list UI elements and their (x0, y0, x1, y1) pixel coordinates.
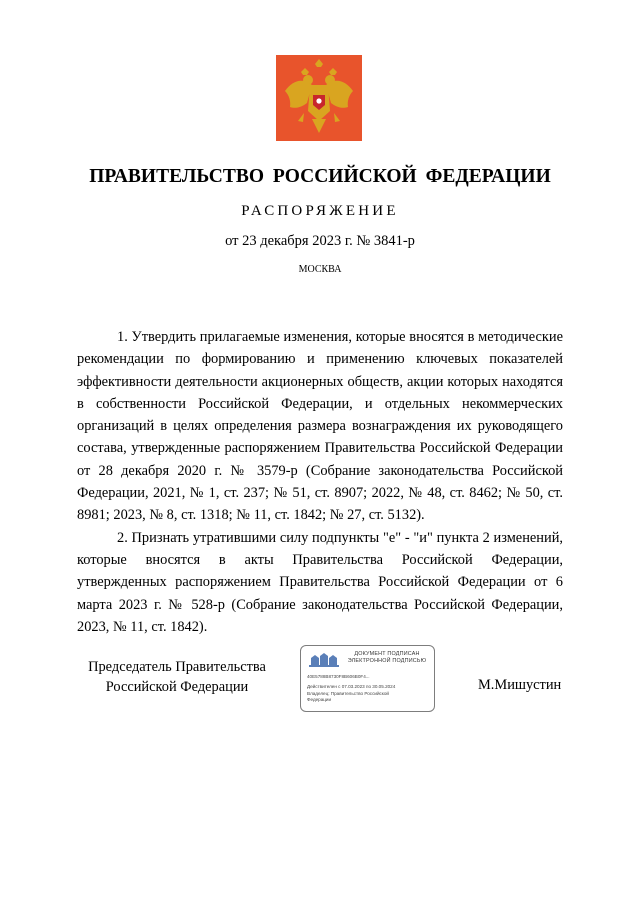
stamp-certificate: 40E5788B8730F8B606B0F4... (307, 674, 370, 679)
signatory-position-line1: Председатель Правительства (88, 659, 266, 675)
stamp-heading (341, 651, 433, 665)
double-headed-eagle-icon (276, 55, 362, 141)
paragraph-1: 1. Утвердить прилагаемые изменения, которые вносятся в методические рекомендации по формированию и применению ключевых показателей эффективности деятельности акционерных обществ, акции которых находятся в собственности Российской Федерации, и отдельных некоммерческих организаций в целях определения размера вознаграждения их руководящего состава, утвержденные распоряжением Правительства Российской Федерации от 28 декабря 2020 г. № 3579-р (Собрание законодательства Российской Федерации, 2021, № 1, ст. 237; № 51, ст. 8907; 2022, № 48, ст. 8462; № 50, ст. 8981; 2023, № 8, ст. 1318; № 11, ст. 1842; № 27, ст. 5132). (77, 329, 563, 524)
stamp-owner-line2: Федерации (307, 697, 332, 702)
government-title: ПРАВИТЕЛЬСТВО РОССИЙСКОЙ ФЕДЕРАЦИИ (89, 166, 551, 187)
stamp-heading-line1: ДОКУМЕНТ ПОДПИСАН (354, 651, 420, 657)
stamp-owner-line1: Владелец: Правительство Российской (307, 691, 389, 696)
signatory-name: М.Мишустин (478, 677, 562, 693)
stamp-validity: Действителен с 07.03.2023 по 30.05.2024 (307, 684, 396, 689)
signatory-position (77, 657, 277, 697)
document-date-number: от 23 декабря 2023 г. № 3841-р (225, 233, 415, 249)
building-logo-icon (307, 651, 341, 669)
document-type: РАСПОРЯЖЕНИЕ (241, 203, 399, 219)
paragraph-2: 2. Признать утратившими силу подпункты "е" - "и" пункта 2 изменений, которые вносятся в акты Правительства Российской Федерации, утвержденных распоряжением Правительства Российской Федерации от 6 марта 2023 г. № 528-р (Собрание законодательства Российской Федерации, 2023, № 11, ст. 1842). (77, 529, 563, 635)
document-body (77, 326, 563, 638)
document-city: МОСКВА (298, 264, 342, 275)
stamp-heading-line2: ЭЛЕКТРОННОЙ ПОДПИСЬЮ (347, 658, 427, 664)
signatory-position-line2: Российской Федерации (105, 679, 249, 695)
coat-of-arms-emblem (276, 55, 362, 141)
electronic-signature-stamp (300, 645, 435, 712)
